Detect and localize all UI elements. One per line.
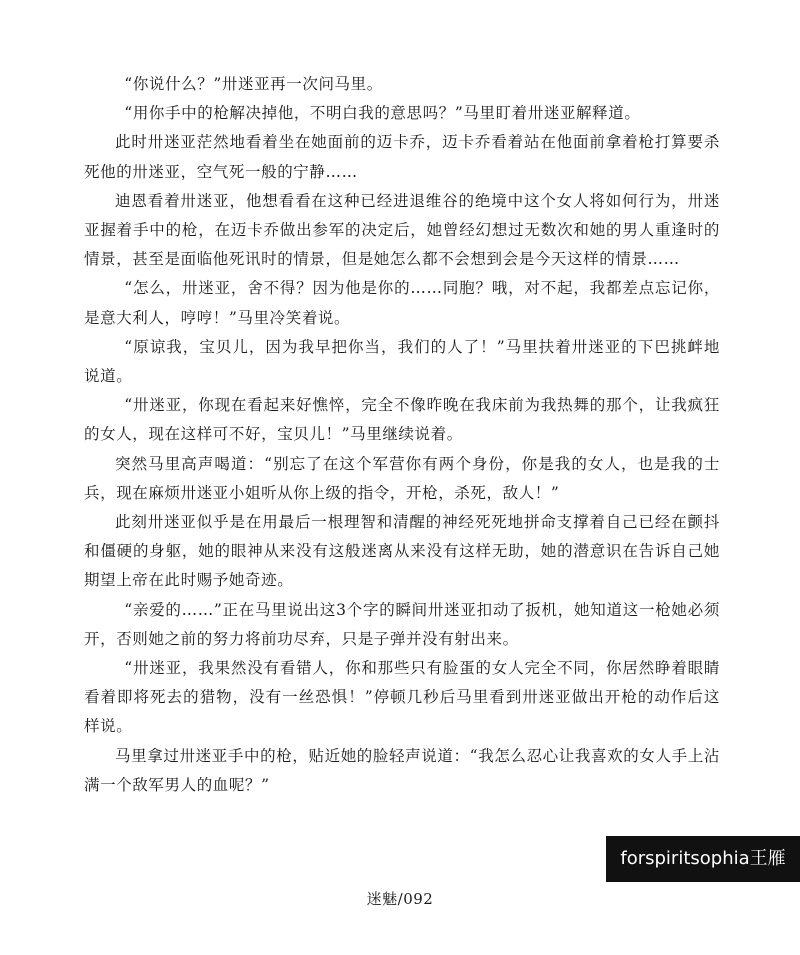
paragraph: 突然马里高声喝道：“别忘了在这个军营你有两个身份，你是我的女人，也是我的士兵，现在麻烦卅迷亚小姐听从你上级的指令，开枪，杀死，敌人！” — [84, 454, 720, 502]
page-body-text — [84, 70, 720, 800]
watermark-label: forspiritsophia王雁 — [606, 836, 800, 882]
paragraph: 此刻卅迷亚似乎是在用最后一根理智和清醒的神经死死地拼命支撑着自己已经在颤抖和僵硬的身躯，她的眼神从来没有这般迷离从来没有这样无助，她的潜意识在告诉自己她期望上帝在此时赐予她奇迹。 — [84, 513, 720, 590]
paragraph: “用你手中的枪解决掉他，不明白我的意思吗？”马里盯着卅迷亚解释道。 — [124, 104, 641, 123]
paragraph: 迪恩看着卅迷亚，他想看看在这种已经进退维谷的绝境中这个女人将如何行为，卅迷亚握着手中的枪，在迈卡乔做出参军的决定后，她曾经幻想过无数次和她的男人重逢时的情景，甚至是面临他死讯时的情景，但是她怎么都不会想到会是今天这样的情景…… — [84, 191, 720, 269]
paragraph: “原谅我，宝贝儿，因为我早把你当，我们的人了！”马里扶着卅迷亚的下巴挑衅地说道。 — [84, 337, 720, 386]
paragraph: “卅迷亚，你现在看起来好憔悴，完全不像昨晚在我床前为我热舞的那个，让我疯狂的女人，现在这样可不好，宝贝儿！”马里继续说着。 — [84, 396, 720, 444]
paragraph: “亲爱的……”正在马里说出这3个字的瞬间卅迷亚扣动了扳机，她知道这一枪她必须开，否则她之前的努力将前功尽弃，只是子弹并没有射出来。 — [84, 600, 720, 648]
page-number-footer: 迷魅/092 — [366, 890, 434, 908]
paragraph: “怎么，卅迷亚，舍不得？因为他是你的……同胞？哦，对不起，我都差点忘记你，是意大利人，哼哼！”马里冷笑着说。 — [84, 279, 720, 327]
paragraph: 马里拿过卅迷亚手中的枪，贴近她的脸轻声说道：“我怎么忍心让我喜欢的女人手上沾满一个敌军男人的血呢？” — [84, 746, 720, 794]
paragraph: “卅迷亚，我果然没有看错人，你和那些只有脸蛋的女人完全不同，你居然睁着眼睛看着即将死去的猎物，没有一丝恐惧！”停顿几秒后马里看到卅迷亚做出开枪的动作后这样说。 — [84, 659, 720, 736]
paragraph: 此时卅迷亚茫然地看着坐在她面前的迈卡乔，迈卡乔看着站在他面前拿着枪打算要杀死他的卅迷亚，空气死一般的宁静…… — [84, 133, 720, 181]
paragraph: “你说什么？”卅迷亚再一次问马里。 — [124, 75, 383, 93]
